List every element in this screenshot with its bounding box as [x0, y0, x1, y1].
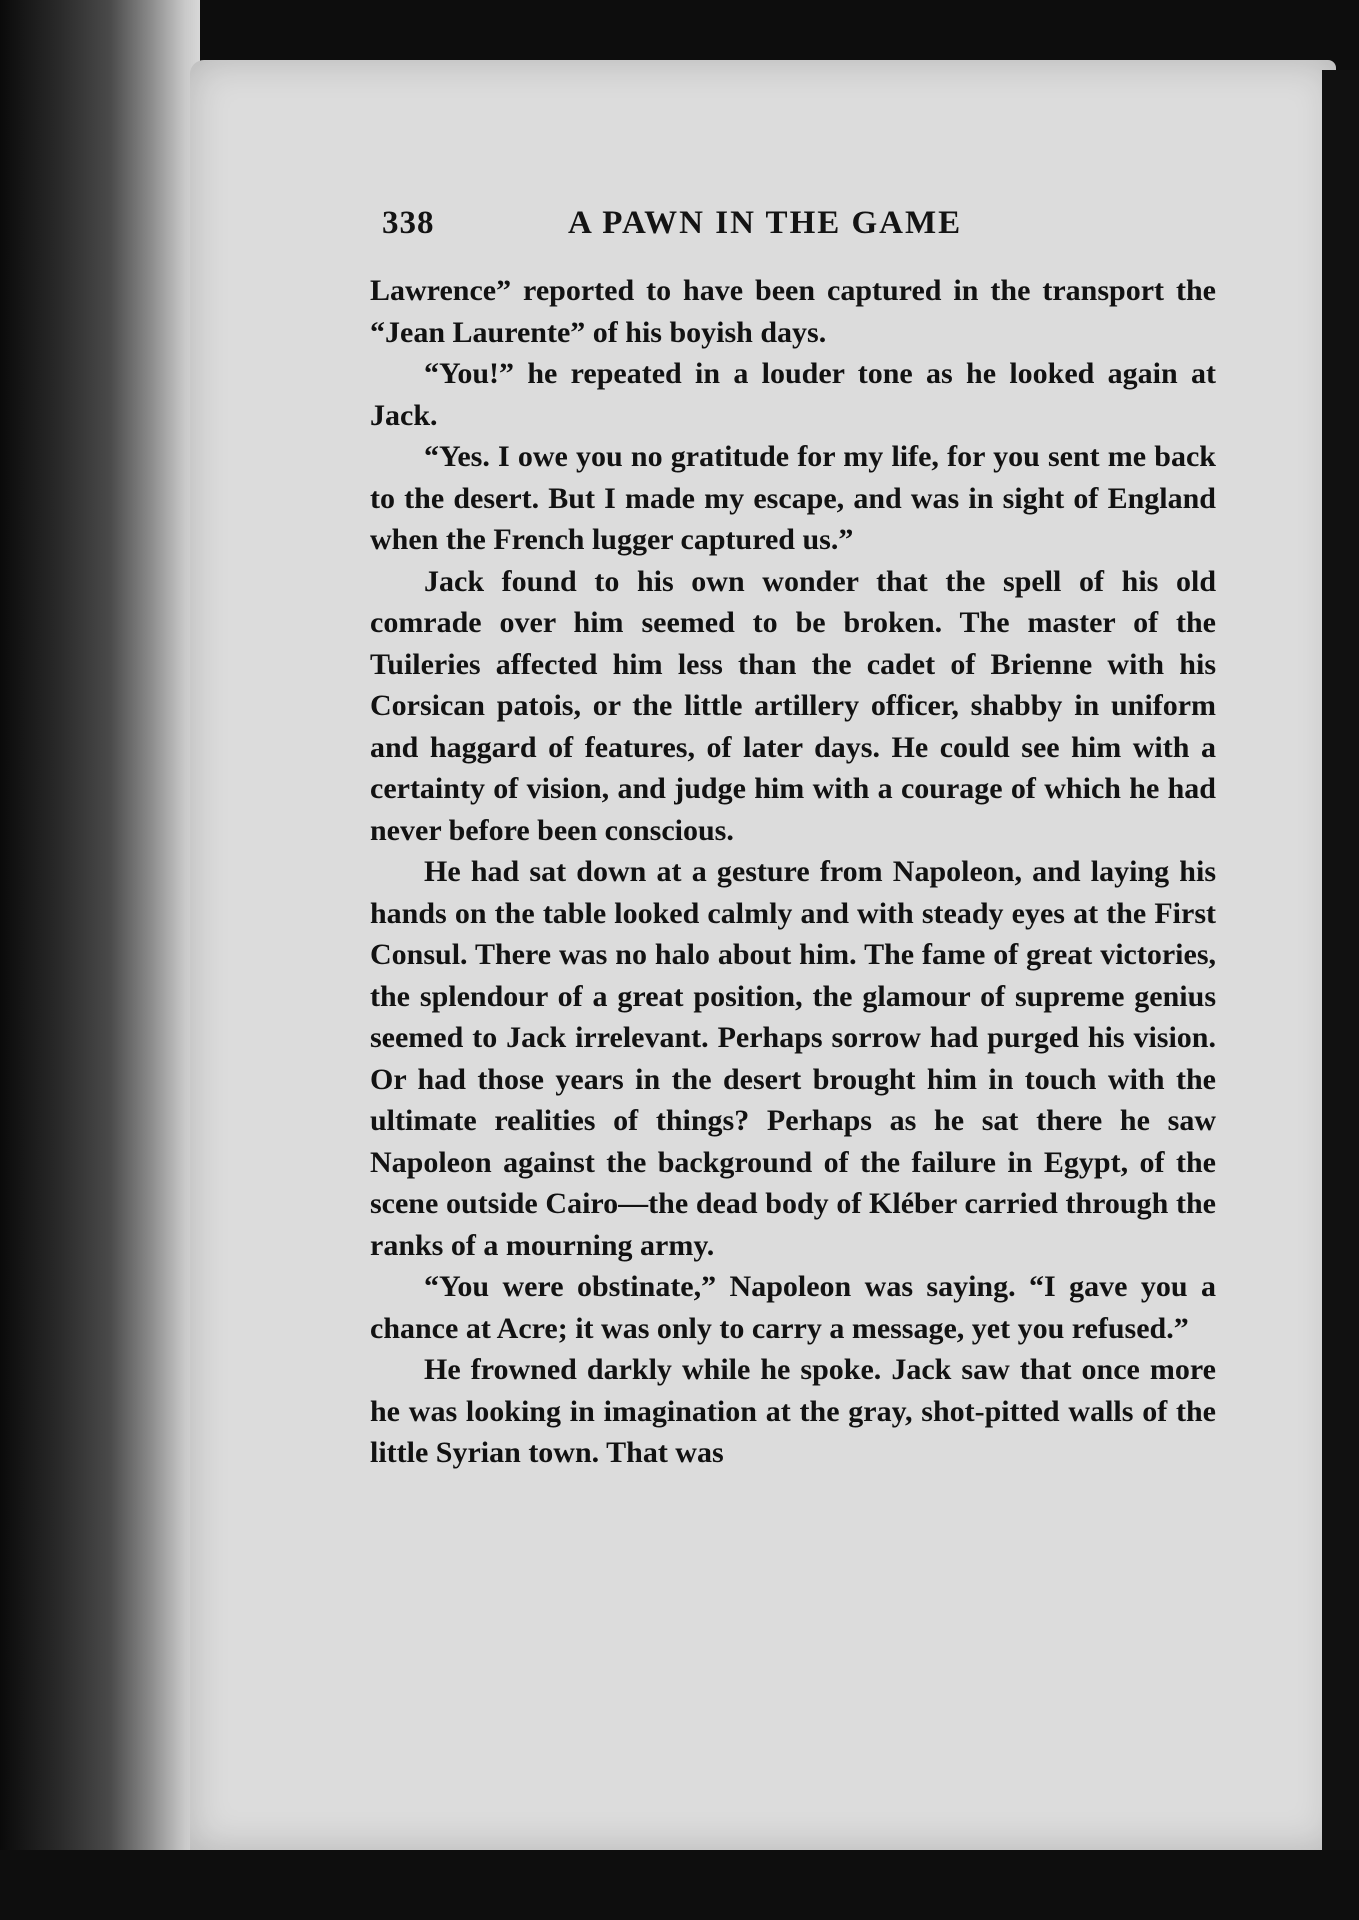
paragraph: “Yes. I owe you no gratitude for my life, for you sent me back to the desert. But I made my escape, and was in sight of England when the French lugger captured us.” — [370, 440, 1216, 556]
body-text — [370, 270, 1216, 1474]
running-title: A PAWN IN THE GAME — [568, 205, 963, 241]
paragraph: He had sat down at a gesture from Napoleon, and laying his hands on the table looked calmly and with steady eyes at the First Consul. There was no halo about him. The fame of great victories, the splendour of a great position, the glamour of supreme genius seemed to Jack irrelevant. Perhaps sorrow had purged his vision. Or had those years in the desert brought him in touch with the ultimate realities of things? Perhaps as he sat there he saw Napoleon against the background of the failure in Egypt, of the scene outside Cairo—the dead body of Kléber carried through the ranks of a mourning army. — [370, 855, 1216, 1262]
scan-border-bottom — [0, 1850, 1359, 1920]
paragraph: He frowned darkly while he spoke. Jack saw that once more he was looking in imagination at the gray, shot-pitted walls of the little Syrian town. That was — [370, 1353, 1216, 1469]
scan-border-right — [1322, 70, 1359, 1850]
book-spine — [0, 0, 200, 1920]
paragraph: Jack found to his own wonder that the spell of his old comrade over him seemed to be broken. The master of the Tuileries affected him less than the cadet of Brienne with his Corsican patois, or the little artillery officer, shabby in uniform and haggard of features, of later days. He could see him with a certainty of vision, and judge him with a courage of which he had never before been conscious. — [370, 564, 1216, 847]
paragraph: “You!” he repeated in a louder tone as he looked again at Jack. — [370, 357, 1216, 432]
paragraph: “You were obstinate,” Napoleon was saying. “I gave you a chance at Acre; it was only to carry a message, yet you refused.” — [370, 1270, 1216, 1345]
paragraph: Lawrence” reported to have been captured in the transport the “Jean Laurente” of his boyish days. — [370, 274, 1216, 349]
page-header — [382, 205, 1222, 255]
page-number: 338 — [382, 205, 435, 241]
